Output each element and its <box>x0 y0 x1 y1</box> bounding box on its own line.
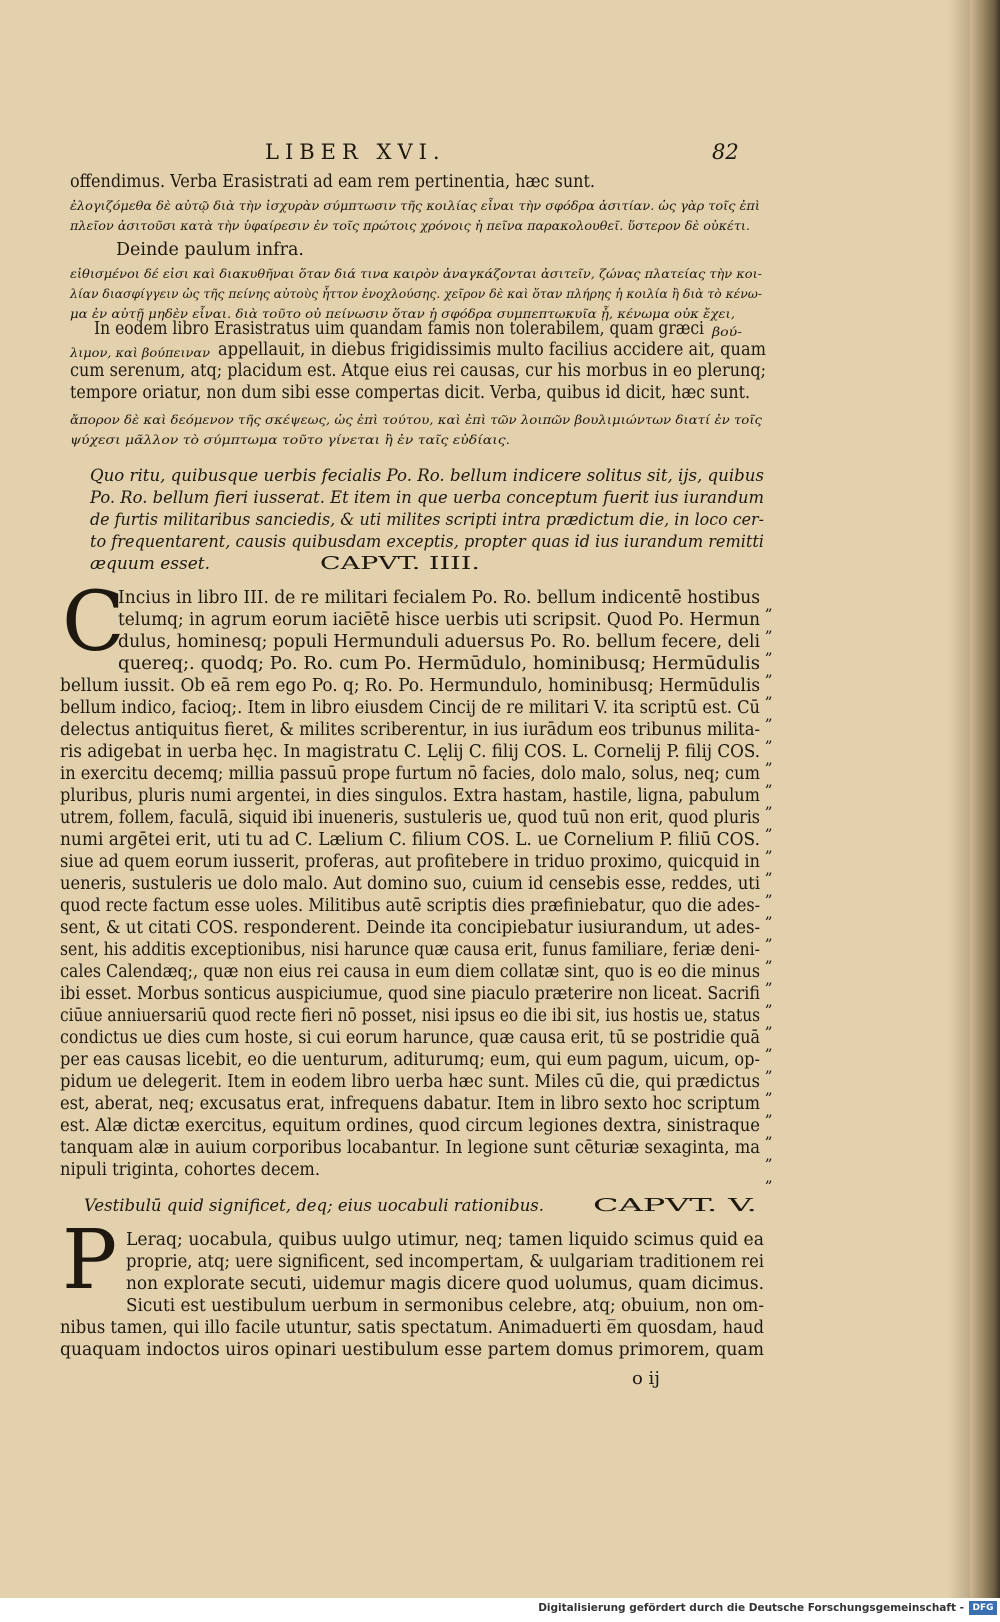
quotation-mark: „ <box>765 1168 773 1186</box>
quotation-mark: „ <box>765 860 773 878</box>
text-line: cales Calendæq;, quæ non eius rei causa in eum diem collatæ sint, quo is eo die minus <box>60 962 760 982</box>
text-line: non explorate secuti, uidemur magis dicere quod uolumus, quam dicimus. <box>126 1274 764 1294</box>
quotation-mark: „ <box>765 596 773 614</box>
text-line: est. Alæ dictæ exercitus, equitum ordines, quod circum legiones dextra, sinistraque <box>60 1116 761 1136</box>
chapter-summary-line: Vestibulū quid significet, deq; eius uocabuli rationibus. <box>84 1196 545 1216</box>
signature-mark: o ij <box>632 1368 660 1389</box>
dfg-logo: DFG <box>969 1601 997 1615</box>
quotation-mark: „ <box>765 970 773 988</box>
text-line: utrem, follem, faculā, siquid ibi inueneris, sustuleris ue, quod tuū non erit, quod pluris <box>60 808 760 828</box>
text-line: bellum indico, facioq;. Item in libro eiusdem Cincij de re militari V. ita scriptū est. Cū <box>60 698 760 718</box>
quotation-mark: „ <box>765 1058 773 1076</box>
chapter-summary-line: æquum esset. <box>90 554 210 574</box>
quotation-mark: „ <box>765 1080 773 1098</box>
text-line: quereq;. quodq; Po. Ro. cum Po. Hermūdulo, hominibusq; Hermūdulis <box>118 654 761 674</box>
quotation-mark: „ <box>765 662 773 680</box>
running-head: LIBER XVI. <box>265 140 446 164</box>
text-line: Deinde paulum infra. <box>116 240 304 260</box>
quotation-mark: „ <box>765 904 773 922</box>
text-line: ciūue anniuersariū quod recte fieri nō posset, nisi ipsus eo die ibi sit, ius hostis ue, status <box>60 1006 761 1026</box>
quotation-mark: „ <box>765 948 773 966</box>
quotation-mark: „ <box>765 640 773 658</box>
text-line: tanquam alæ in auium corporibus locabantur. In legione sunt cēturiæ sexaginta, ma <box>60 1138 761 1158</box>
text-line: Incius in libro III. de re militari fecialem Po. Ro. bellum indicentē hostibus <box>118 588 761 608</box>
chapter-summary-line: de furtis militaribus sanciedis, & uti milites scripti intra prædictum die, in loco cer- <box>90 510 765 530</box>
quotation-mark: „ <box>765 992 773 1010</box>
footer-credit: Digitalisierung gefördert durch die Deutsche Forschungsgemeinschaft - <box>538 1602 964 1614</box>
text-line: est, aberat, neq; excusatus erat, infrequens dabatur. Item in libro sexto hoc scriptum <box>60 1094 761 1114</box>
text-line: appellauit, in diebus frigidissimis multo facilius accidere ait, quam <box>218 340 766 360</box>
greek-text-line: λιμον, καὶ βούπειναν <box>70 346 211 360</box>
text-line: tempore oriatur, non dum sibi esse compertas dicit. Verba, quibus id dicit, hæc sunt. <box>70 383 751 403</box>
text-line: sent, & ut citati COS. responderent. Deinde ita concipiebatur iusiurandum, ut ades- <box>60 918 761 938</box>
digitization-footer <box>0 1598 1000 1622</box>
greek-text-line: πλεῖον ἀσιτοῦσι κατὰ τὴν ὑφαίρεσιν ἐν τοῖς πρώτοις χρόνοις ἡ πεῖνα παρακολουθεῖ. ὕστερον δὲ οὐκέτι. <box>70 219 750 233</box>
text-line: condictus ue dies cum hoste, si cui eorum harunce, quæ causa erit, tū se postridie quā <box>60 1028 760 1048</box>
greek-text-line: ψύχεσι μᾶλλον τὸ σύμπτωμα τοῦτο γίνεται ἢ ἐν ταῖς εὐδίαις. <box>70 433 511 447</box>
quotation-mark: „ <box>765 794 773 812</box>
chapter-summary-line: to frequentarent, causis quibusdam exceptis, propter quas id ius iurandum remitti <box>90 532 764 552</box>
quotation-mark: „ <box>765 772 773 790</box>
text-line: CAPVT. IIII. <box>320 554 480 574</box>
text-line: Leraq; uocabula, quibus uulgo utimur, neq; tamen liquido scimus quid ea <box>126 1230 764 1250</box>
text-line: nibus tamen, qui illo facile utuntur, satis spectatum. Animaduerti e̅m quosdam, haud <box>60 1318 764 1338</box>
drop-initial-p: P <box>62 1213 118 1308</box>
text-line: sent, his additis exceptionibus, nisi harunce quæ causa erit, funus familiare, feriæ deni- <box>60 940 760 960</box>
quotation-mark: „ <box>765 1014 773 1032</box>
text-line: cum serenum, atq; placidum est. Atque eius rei causas, cur his morbus in eo plerunq; <box>70 361 767 381</box>
text-line: numi argētei erit, uti tu ad C. Lælium C. filium COS. L. ue Cornelium P. filiū COS. <box>60 830 760 850</box>
chapter-summary-line: Quo ritu, quibusque uerbis fecialis Po. Ro. bellum indicere solitus sit, ijs, quibus <box>90 466 764 486</box>
greek-text-line: λίαν διασφίγγειν ὡς τῆς πείνης αὐτοὺς ἧττον ἐνοχλούσης. χεῖρον δὲ καὶ ὅταν πλήρης ἡ κοιλία ἢ διὰ τὸ κένω- <box>70 287 763 301</box>
folio-number: 82 <box>712 140 739 164</box>
greek-text-line: ἐλογιζόμεθα δὲ αὐτῷ διὰ τὴν ἰσχυρὰν σύμπτωσιν τῆς κοιλίας εἶναι τὴν σφόδρα ἀσιτίαν. ὡς γὰρ τοῖς ἐπὶ <box>70 199 760 213</box>
text-line: In eodem libro Erasistratus uim quandam famis non tolerabilem, quam græci <box>94 319 704 339</box>
quotation-mark: „ <box>765 618 773 636</box>
quotation-mark: „ <box>765 882 773 900</box>
quotation-mark: „ <box>765 926 773 944</box>
quotation-mark: „ <box>765 750 773 768</box>
quotation-mark: „ <box>765 1036 773 1054</box>
quotation-mark: „ <box>765 1124 773 1142</box>
greek-text-line: βού- <box>712 325 742 339</box>
text-line: quaquam indoctos uiros opinari uestibulum esse partem domus primorem, quam <box>60 1340 764 1360</box>
quotation-mark: „ <box>765 1146 773 1164</box>
text-line: telumq; in agrum eorum iaciētē hisce uerbis uti scripsit. Quod Po. Hermun <box>118 610 761 630</box>
greek-text-line: εἰθισμένοι δέ εἰσι καὶ διακυθῆναι ὅταν διά τινα καιρὸν ἀναγκάζονται ἀσιτεῖν, ζώνας πλατείας τὴν κοι- <box>70 267 763 281</box>
text-line: in exercitu decemq; millia passuū prope furtum nō facies, dolo malo, solus, neq; cum <box>60 764 760 784</box>
quotation-mark: „ <box>765 1102 773 1120</box>
quotation-mark: „ <box>765 816 773 834</box>
greek-text-line: ἄπορον δὲ καὶ δεόμενον τῆς σκέψεως, ὡς ἐπὶ τούτου, καὶ ἐπὶ τῶν λοιπῶν βουλιμιώντων διατί ἐν τοῖς <box>70 413 763 427</box>
text-line: pluribus, pluris numi argentei, in dies singulos. Extra hastam, hastile, ligna, pabulum <box>60 786 760 806</box>
text-line: pidum ue delegerit. Item in eodem libro uerba hæc sunt. Miles cū die, qui prædictus <box>60 1072 761 1092</box>
greek-text-line: μα ἐν αὐτῇ μηδὲν εἶναι. διὰ τοῦτο οὐ πείνωσιν ὅταν ἡ σφόδρα συμπεπτωκυῖα ᾖ, κένωμα οὐκ ἔχει, <box>70 307 736 321</box>
text-line: proprie, atq; uere significent, sed incompertam, & uulgariam traditionem rei <box>126 1252 764 1272</box>
text-line: delectus antiquitus fieret, & milites scriberentur, in ius iurādum eos tribunus milita- <box>60 720 761 740</box>
text-line: bellum iussit. Ob eā rem ego Po. q; Ro. Po. Hermundulo, hominibusq; Hermūdulis <box>60 676 761 696</box>
text-line: CAPVT. V. <box>593 1196 758 1216</box>
chapter-summary-line: Po. Ro. bellum fieri iusserat. Et item in que uerba conceptum fuerit ius iurandum <box>90 488 765 508</box>
quotation-mark: „ <box>765 728 773 746</box>
text-line: dulus, hominesq; populi Hermunduli aduersus Po. Ro. bellum fecere, deli <box>118 632 761 652</box>
quotation-mark: „ <box>765 838 773 856</box>
text-line: ris adigebat in uerba hęc. In magistratu C. Lęlij C. filij COS. L. Cornelij P. filij COS. <box>60 742 761 762</box>
text-line: quod recte factum esse uoles. Militibus autē scriptis dies præfiniebatur, quo die ades- <box>60 896 761 916</box>
drop-initial-c: C <box>62 575 125 670</box>
quotation-mark: „ <box>765 684 773 702</box>
text-line: offendimus. Verba Erasistrati ad eam rem pertinentia, hæc sunt. <box>70 172 596 192</box>
quotation-mark: „ <box>765 706 773 724</box>
text-line: ueneris, sustuleris ue dolo malo. Aut domino suo, cuium id censebis esse, reddes, uti <box>60 874 761 894</box>
text-line: Sicuti est uestibulum uerbum in sermonibus celebre, atq; obuium, non om- <box>126 1296 765 1316</box>
text-line: per eas causas licebit, eo die uenturum, aditurumq; eum, qui eum pagum, uicum, op- <box>60 1050 760 1070</box>
text-line: nipuli triginta, cohortes decem. <box>60 1160 321 1180</box>
text-line: ibi esset. Morbus sonticus auspiciumue, quod sine piaculo præterire non liceat. Sacrifi <box>60 984 760 1004</box>
text-line: siue ad quem eorum iusserit, proferas, aut profitebere in triduo proximo, quicquid in <box>60 852 760 872</box>
